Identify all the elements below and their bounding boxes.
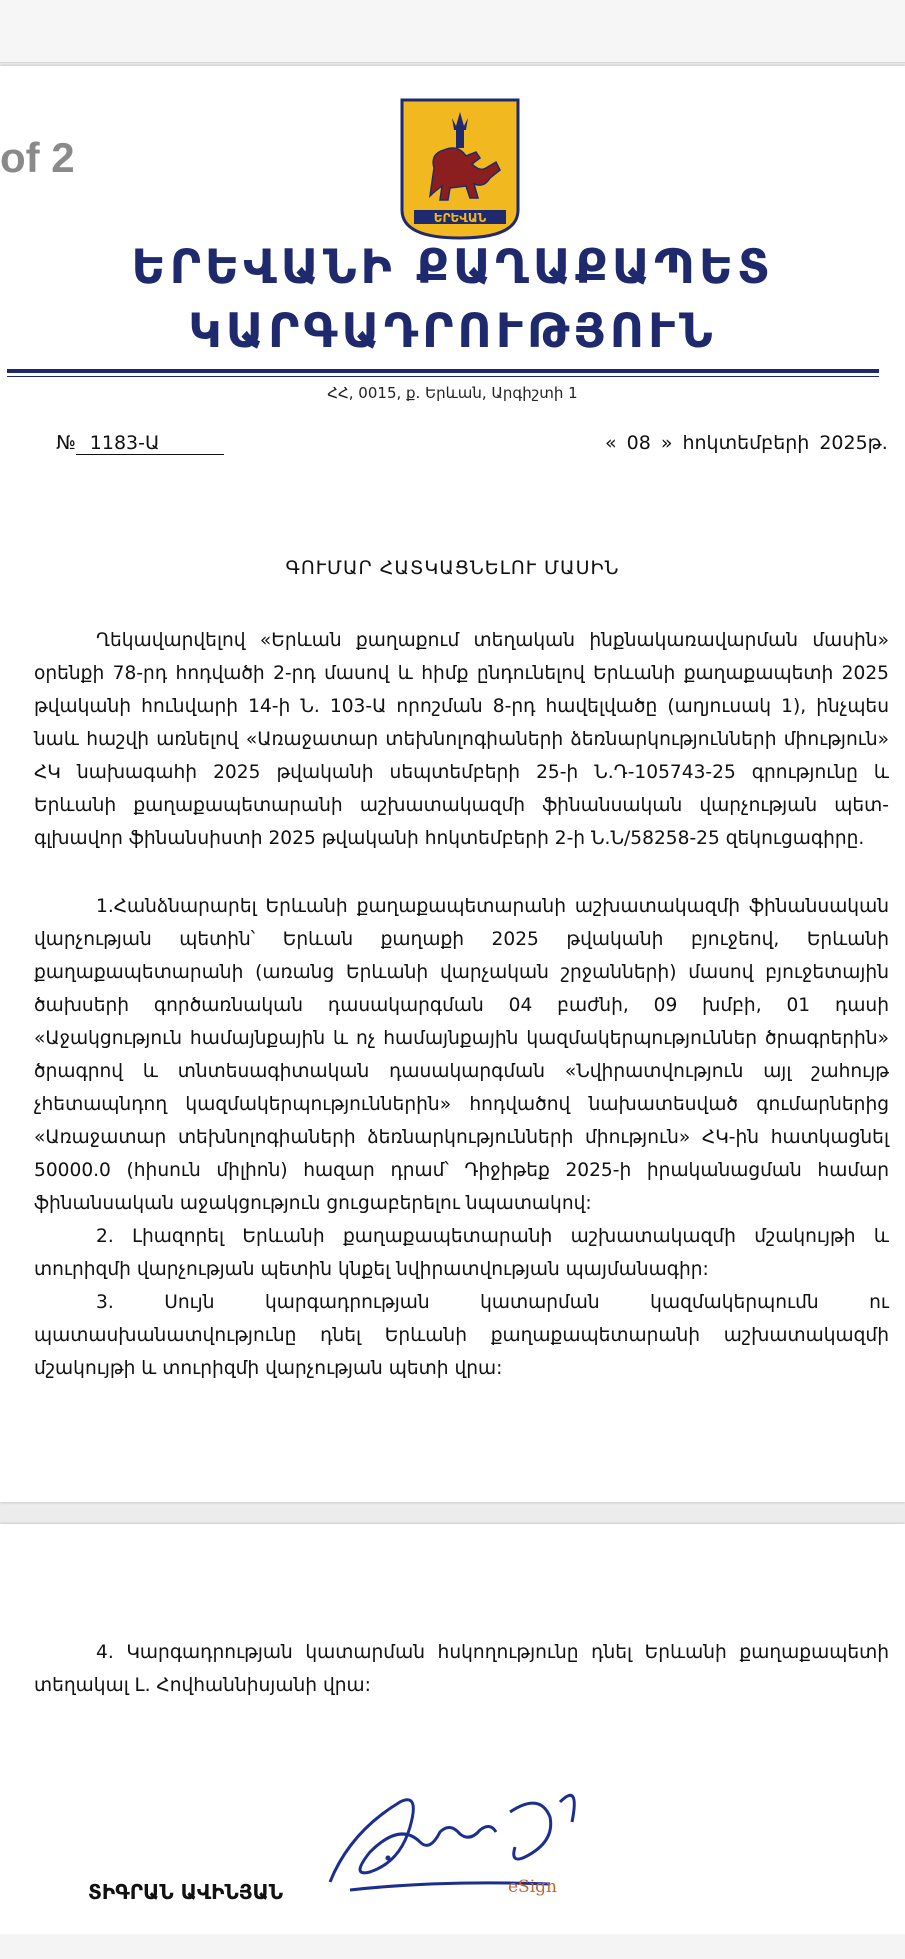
signer-name: ՏԻԳՐԱՆ ԱՎԻՆՅԱՆ xyxy=(88,1880,284,1904)
date-day: 08 xyxy=(626,432,651,454)
decision-item-3: 3. Սույն կարգադրության կատարման կազմակերպումն ու պատասխանատվությունը դնել Երևանի քաղաքապետարանի աշխատակազմի մշակույթի և տուրիզմի վարչության պետի վրա: xyxy=(34,1292,889,1379)
address: ՀՀ, 0015, ք. Երևան, Արգիշտի 1 xyxy=(327,384,578,402)
date-open-quote: « xyxy=(605,432,617,454)
decision-items xyxy=(34,890,889,1385)
document-title: ԳՈՒՄԱՐ ՀԱՏԿԱՑՆԵԼՈՒ ՄԱՍԻՆ xyxy=(285,557,620,579)
preamble xyxy=(34,624,889,855)
org-title-line-1: ԵՐԵՎԱՆԻ ՔԱՂԱՔԱՊԵՏ xyxy=(131,240,774,295)
header-rule xyxy=(7,369,879,373)
number-value: 1183-Ա xyxy=(76,432,224,455)
date-close-quote: » xyxy=(660,432,673,454)
date-month: հոկտեմբերի xyxy=(682,432,810,454)
viewer-toolbar xyxy=(0,0,905,63)
date-year: 2025թ. xyxy=(819,432,888,454)
signature-icon xyxy=(310,1772,590,1912)
decision-item-4: 4. Կարգադրության կատարման հսկողությունը դնել Երևանի քաղաքապետի տեղակալ Լ. Հովհաննիսյանի վրա: xyxy=(34,1642,889,1696)
document-number xyxy=(56,432,224,455)
decision-item-1: 1.Հանձնարարել Երևանի քաղաքապետարանի աշխատակազմի ֆինանսական վարչության պետին՝ Երևան քաղաքի 2025 թվականի բյուջեով, Երևանի քաղաքապետարանի (առանց Երևանի վարչական շրջանների) մասով բյուջետային ծախսերի գործառնական դասակարգման 04 բաժնի, 09 խմբի, 01 դասի «Աջակցություն համայնքային և ոչ համայնքային կազմակերպություններ ծրագրերին» ծրագրով և տնտեսագիտական դասակարգման «Նվիրատվություն այլ շահույթ չհետապնդող կազմակերպություններին» հոդվածով նախատեսված գումարներից «Առաջատար տեխնոլոգիաների ձեռնարկությունների միություն» ՀԿ-ին հատկացնել 50000.0 (հիսուն միլիոն) հազար դրամ՝ Դիջիթեք 2025-ի իրականացման համար ֆինանսական աջակցություն ցուցաբերելու նպատակով: xyxy=(34,896,889,1214)
page-indicator: of 2 xyxy=(0,134,75,181)
esign-mark: eSign xyxy=(508,1877,557,1897)
org-title-line-2: ԿԱՐԳԱԴՐՈՒԹՅՈՒՆ xyxy=(188,304,717,359)
emblem-label: ԵՐԵՎԱՆ xyxy=(433,211,487,225)
decision-item-2: 2. Լիազորել Երևանի քաղաքապետարանի աշխատակազմի մշակույթի և տուրիզմի վարչության պետին կնքել նվիրատվության պայմանագիր: xyxy=(34,1226,889,1280)
decision-item-4-block xyxy=(34,1636,889,1702)
document-date xyxy=(605,432,898,454)
number-prefix: № xyxy=(56,432,76,454)
yerevan-coat-of-arms-icon xyxy=(400,98,520,240)
header-rule-thin xyxy=(7,376,879,377)
preamble-paragraph: Ղեկավարվելով «Երևան քաղաքում տեղական ինքնակառավարման մասին» օրենքի 78-րդ հոդվածի 2-րդ մասով և հիմք ընդունելով Երևանի քաղաքապետի 2025 թվականի հունվարի 14-ի Ն. 103-Ա որոշման 8-րդ հավելվածը (աղյուսակ 1), ինչպես նաև հաշվի առնելով «Առաջատար տեխնոլոգիաների ձեռնարկությունների միություն» ՀԿ նախագահի 2025 թվականի սեպտեմբերի 25-ի Ն.Դ-105743-25 գրությունը և Երևանի քաղաքապետարանի աշխատակազմի ֆինանսական վարչության պետ-գլխավոր ֆինանսիստի 2025 թվականի հոկտեմբերի 2-ի Ն.Ն/58258-25 զեկուցագիրը. xyxy=(34,630,889,849)
viewer-bottom-bar xyxy=(0,1934,905,1959)
